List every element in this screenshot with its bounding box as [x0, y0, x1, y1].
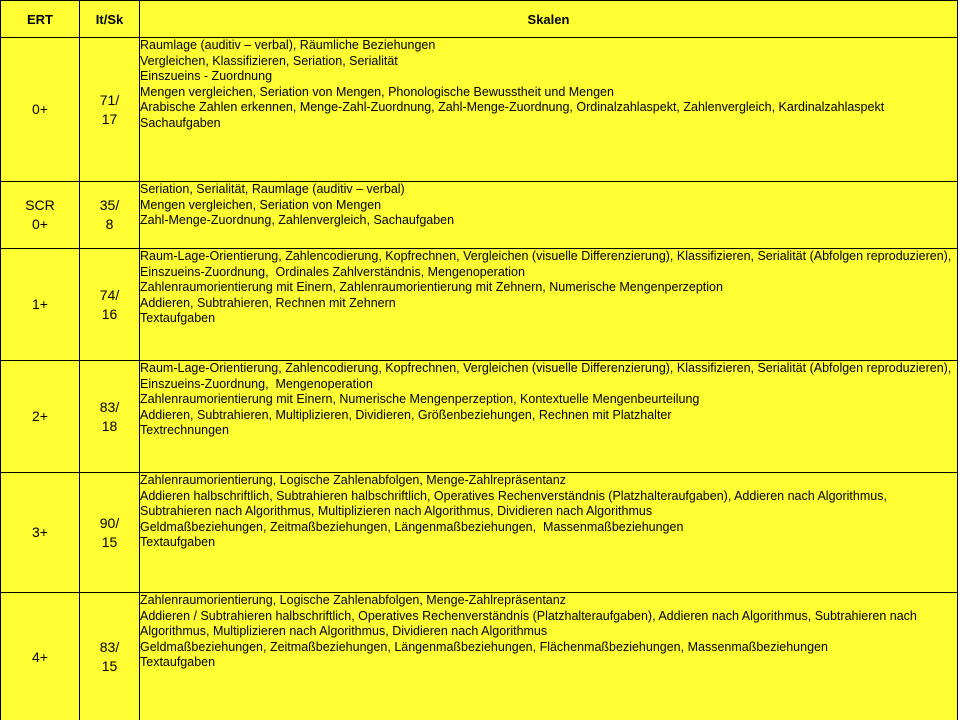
- skalen-line: Zahlenraumorientierung, Logische Zahlenabfolgen, Menge-Zahlrepräsentanz: [140, 593, 566, 607]
- skalen-line: Geldmaßbeziehungen, Zeitmaßbeziehungen, Längenmaßbeziehungen, Flächenmaßbeziehungen, Massenmaßbeziehungen: [140, 639, 828, 654]
- skalen-line: Mengen vergleichen, Seriation von Mengen, Phonologische Bewusstheit und Mengen: [140, 84, 614, 99]
- ert-value: 2+: [32, 408, 48, 424]
- skalen-line: Zahlenraumorientierung mit Einern, Numerische Mengenperzeption, Kontextuelle Mengenbeurteilung: [140, 392, 700, 406]
- itsk-cell: [80, 38, 140, 182]
- skalen-cell: [140, 182, 958, 249]
- itsk-items: 71/: [99, 91, 120, 108]
- itsk-items: 90/: [99, 514, 120, 531]
- ert-value: 0+: [32, 216, 48, 232]
- ert-cell: [1, 182, 80, 249]
- skalen-line: Textrechnungen: [140, 423, 229, 437]
- header-skalen: Skalen: [140, 1, 958, 38]
- table-row: [1, 361, 958, 473]
- ert-value: 0+: [32, 101, 48, 117]
- table-row: [1, 249, 958, 361]
- skalen-cell: [140, 473, 958, 593]
- skalen-cell: [140, 38, 958, 182]
- itsk-cell: [80, 182, 140, 249]
- skalen-line: Einszueins - Zuordnung: [140, 69, 273, 83]
- skalen-line: Textaufgaben: [140, 311, 216, 325]
- skalen-line: Raumlage (auditiv – verbal), Räumliche Beziehungen: [140, 38, 436, 52]
- itsk-scales: 16: [101, 305, 118, 322]
- itsk-items: 83/: [99, 398, 120, 415]
- ert-cell: [1, 38, 80, 182]
- skalen-line: Seriation, Serialität, Raumlage (auditiv – verbal): [140, 182, 405, 196]
- skalen-line: Zahl-Menge-Zuordnung, Zahlenvergleich, Sachaufgaben: [140, 213, 455, 227]
- ert-value: 4+: [32, 648, 48, 665]
- itsk-cell: [80, 593, 140, 720]
- skalen-cell: [140, 249, 958, 361]
- ert-cell: [1, 473, 80, 593]
- skalen-cell: [140, 361, 958, 473]
- skalen-line: Raum-Lage-Orientierung, Zahlencodierung, Kopfrechnen, Vergleichen (visuelle Differenzierung), Klassifizieren, Serialität (Abfolgen reproduzieren), Einszueins-Zuordnung, Ordinales Zahlverständnis, Mengenoperation: [140, 249, 955, 279]
- table-header-row: [1, 1, 958, 38]
- itsk-scales: 15: [101, 658, 118, 674]
- itsk-items: 74/: [99, 286, 120, 303]
- table-row: [1, 38, 958, 182]
- skalen-line: Zahlenraumorientierung, Logische Zahlenabfolgen, Menge-Zahlrepräsentanz: [140, 473, 566, 487]
- skalen-line: Addieren halbschriftlich, Subtrahieren halbschriftlich, Operatives Rechenverständnis (Platzhalteraufgaben), Addieren nach Algorithmus, Subtrahieren nach Algorithmus, Multiplizieren nach Algorithmus, Dividieren nach Algorithmus: [140, 488, 891, 518]
- itsk-scales: 15: [101, 533, 118, 550]
- skalen-line: Raum-Lage-Orientierung, Zahlencodierung, Kopfrechnen, Vergleichen (visuelle Differenzierung), Klassifizieren, Serialität (Abfolgen reproduzieren), Einszueins-Zuordnung, Mengenoperation: [140, 361, 955, 391]
- ert-cell: [1, 361, 80, 473]
- itsk-items: 83/: [99, 639, 120, 655]
- itsk-items: 35/: [99, 197, 120, 213]
- itsk-scales: 8: [105, 216, 114, 232]
- skalen-line: Geldmaßbeziehungen, Zeitmaßbeziehungen, Längenmaßbeziehungen, Massenmaßbeziehungen: [140, 519, 684, 534]
- skalen-line: Addieren, Subtrahieren, Rechnen mit Zehnern: [140, 295, 396, 310]
- itsk-cell: [80, 249, 140, 361]
- skalen-line: Textaufgaben: [140, 655, 216, 669]
- ert-value: 3+: [32, 524, 48, 540]
- skalen-line: Vergleichen, Klassifizieren, Seriation, Serialität: [140, 53, 398, 68]
- skalen-line: Zahlenraumorientierung mit Einern, Zahlenraumorientierung mit Zehnern, Numerische Mengenperzeption: [140, 280, 723, 294]
- ert-cell: [1, 249, 80, 361]
- skalen-line: Mengen vergleichen, Seriation von Mengen: [140, 197, 382, 212]
- itsk-scales: 17: [101, 110, 118, 127]
- ert-value: SCR: [25, 197, 55, 213]
- itsk-cell: [80, 473, 140, 593]
- skalen-line: Sachaufgaben: [140, 115, 221, 130]
- header-itsk: It/Sk: [80, 1, 140, 38]
- table-row: [1, 182, 958, 249]
- itsk-scales: 18: [101, 417, 118, 434]
- skalen-cell: [140, 593, 958, 720]
- header-ert: ERT: [1, 1, 80, 38]
- skalen-line: Addieren, Subtrahieren, Multiplizieren, Dividieren, Größenbeziehungen, Rechnen mit Platzhalter: [140, 407, 672, 422]
- ert-cell: [1, 593, 80, 720]
- table-row: [1, 593, 958, 720]
- skalen-line: Addieren / Subtrahieren halbschriftlich, Operatives Rechenverständnis (Platzhalteraufgaben), Addieren nach Algorithmus, Subtrahieren nach Algorithmus, Multiplizieren nach Algorithmus, Dividieren nach Algorithmus: [140, 608, 920, 638]
- skalen-line: Arabische Zahlen erkennen, Menge-Zahl-Zuordnung, Zahl-Menge-Zuordnung, Ordinalzahlaspekt, Zahlenvergleich, Kardinalzahlaspekt: [140, 100, 885, 114]
- ert-value: 1+: [32, 296, 48, 312]
- skalen-line: Textaufgaben: [140, 535, 216, 549]
- table-row: [1, 473, 958, 593]
- itsk-cell: [80, 361, 140, 473]
